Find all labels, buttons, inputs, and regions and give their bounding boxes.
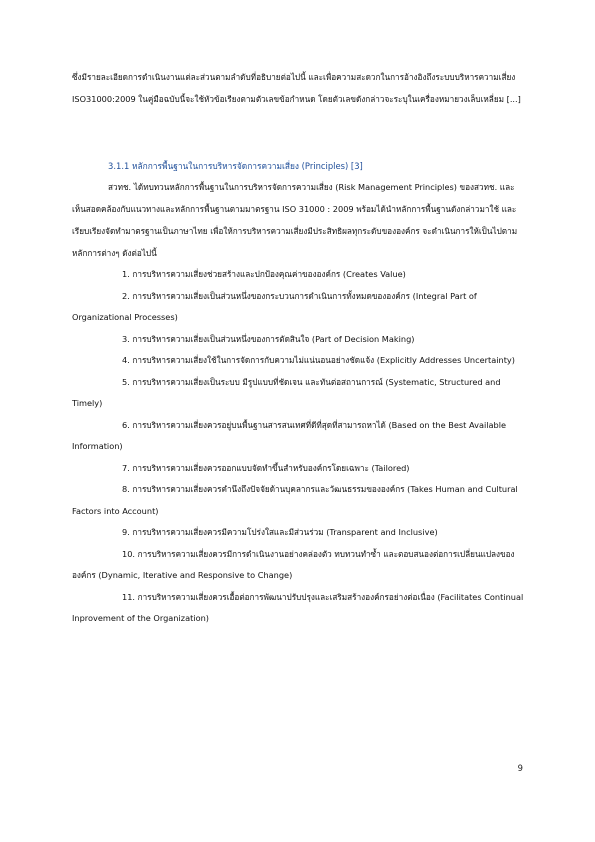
page-number: 9 [517, 763, 523, 773]
principle-item: 8. การบริหารความเสี่ยงควรคำนึงถึงปัจจัยด้านบุคลากรและวัฒนธรรมขององค์กร (Takes Human and Cultural Factors into Account) [72, 484, 518, 516]
principle-item: 1. การบริหารความเสี่ยงช่วยสร้างและปกป้องคุณค่าขององค์กร (Creates Value) [122, 269, 406, 279]
principle-item: 11. การบริหารความเสี่ยงควรเอื้อต่อการพัฒนาปรับปรุงและเสริมสร้างองค์กรอย่างต่อเนื่อง (Facilitates Continual Inprovement of the Organization) [72, 591, 524, 623]
principle-item: 3. การบริหารความเสี่ยงเป็นส่วนหนึ่งของการตัดสินใจ (Part of Decision Making) [122, 333, 415, 344]
section-paragraph: สวทช. ได้ทบทวนหลักการพื้นฐานในการบริหารจัดการความเสี่ยง (Risk Management Principles) ของสวทช. และเห็นสอดคล้องกับแนวทางและหลักการพื้นฐานตามมาตรฐาน ISO 31000 : 2009 พร้อมได้นำหลักการพื้นฐานดังกล่าวมาใช้ และเรียบเรียงจัดทำมาตรฐานเป็นภาษาไทย เพื่อให้การบริหารความเสี่ยงมีประสิทธิผลทุกระดับขององค์กร จะดำเนินการให้เป็นไปตามหลักการต่างๆ ดังต่อไปนี้ [72, 182, 518, 258]
intro-paragraph: ซึ่งมีรายละเอียดการดำเนินงานแต่ละส่วนตามลำดับที่อธิบายต่อไปนี้ และเพื่อความสะดวกในการอ้างอิงถึงระบบบริหารความเสี่ยง ISO31000:2009 ในคู่มือฉบับนี้จะใช้หัวข้อเรียงตามตัวเลขข้อกำหนด โดยตัวเลขดังกล่าวจะระบุในเครื่องหมายวงเล็บเหลี่ยม [...] [72, 72, 521, 104]
principle-item: 9. การบริหารความเสี่ยงควรมีความโปร่งใสและมีส่วนร่วม (Transparent and Inclusive) [122, 527, 438, 537]
principle-item: 10. การบริหารความเสี่ยงควรมีการดำเนินงานอย่างคล่องตัว ทบทวนทำซ้ำ และตอบสนองต่อการเปลี่ยนแปลงขององค์กร (Dynamic, Iterative and Responsive to Change) [72, 548, 515, 580]
section-heading: 3.1.1 หลักการพื้นฐานในการบริหารจัดการความเสี่ยง (Principles) [3] [108, 161, 363, 171]
principle-item: 5. การบริหารความเสี่ยงเป็นระบบ มีรูปแบบที่ชัดเจน และทันต่อสถานการณ์ (Systematic, Structured and Timely) [72, 376, 501, 408]
principle-item: 6. การบริหารความเสี่ยงควรอยู่บนพื้นฐานสารสนเทศที่ดีที่สุดที่สามารถหาได้ (Based on the Best Available Information) [72, 419, 507, 451]
principle-item: 7. การบริหารความเสี่ยงควรออกแบบจัดทำขึ้นสำหรับองค์กรโดยเฉพาะ (Tailored) [122, 462, 410, 473]
principle-item: 4. การบริหารความเสี่ยงใช้ในการจัดการกับความไม่แน่นอนอย่างชัดแจ้ง (Explicitly Addresses Uncertainty) [122, 355, 515, 365]
principle-item: 2. การบริหารความเสี่ยงเป็นส่วนหนึ่งของกระบวนการดำเนินการทั้งหมดขององค์กร (Integral Part of Organizational Processes) [72, 290, 477, 322]
principles-list [72, 264, 524, 630]
